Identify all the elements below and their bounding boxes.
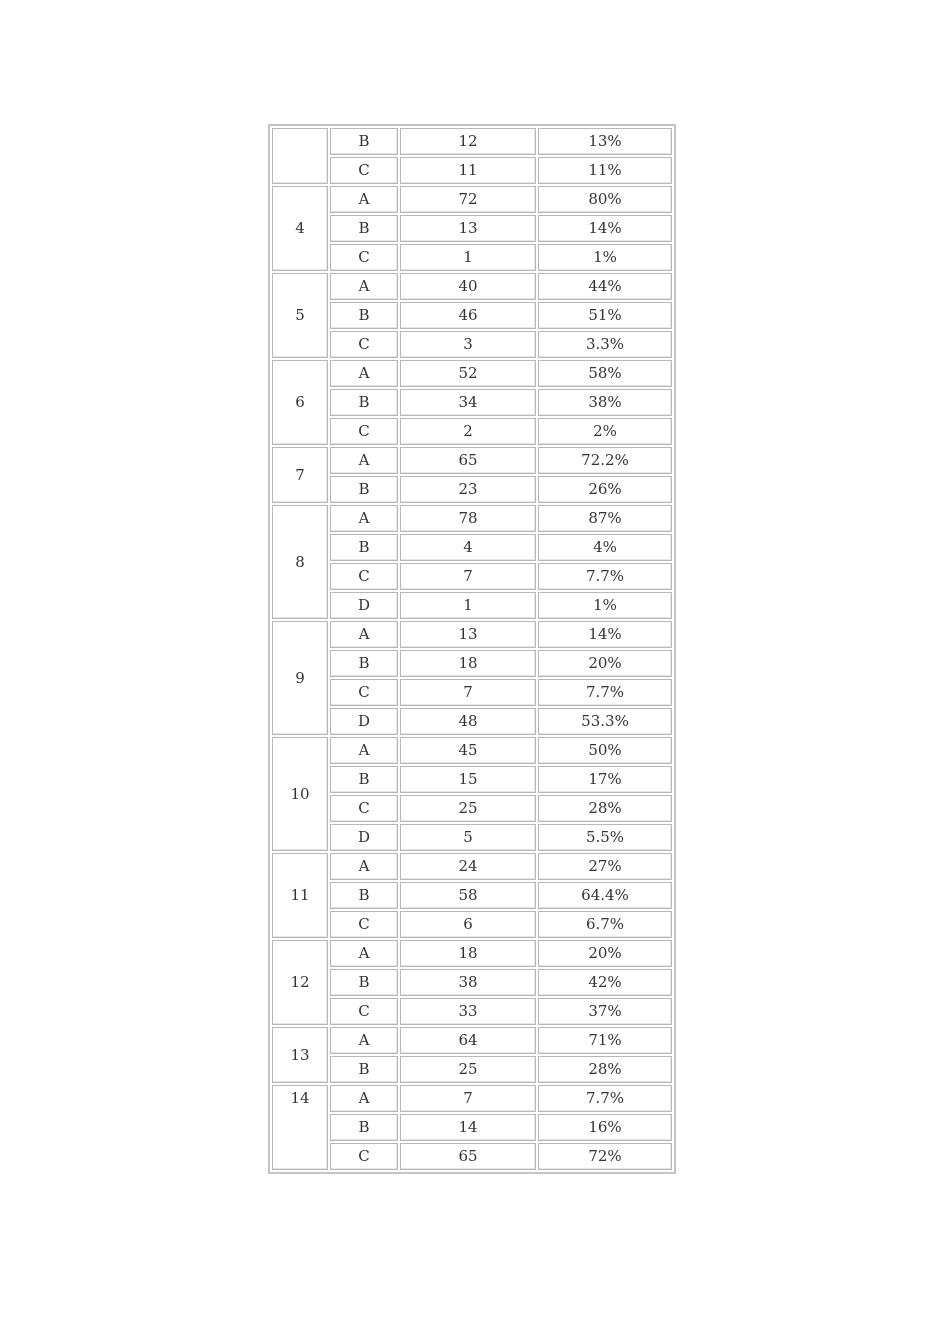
count-cell: 7	[400, 679, 536, 706]
percent-cell: 1%	[538, 244, 672, 271]
count-cell: 33	[400, 998, 536, 1025]
option-cell: D	[330, 824, 398, 851]
option-cell: C	[330, 795, 398, 822]
count-cell: 64	[400, 1027, 536, 1054]
count-cell: 78	[400, 505, 536, 532]
option-cell: A	[330, 1085, 398, 1112]
percent-cell: 7.7%	[538, 1085, 672, 1112]
count-cell: 2	[400, 418, 536, 445]
option-cell: C	[330, 563, 398, 590]
option-cell: B	[330, 302, 398, 329]
count-cell: 5	[400, 824, 536, 851]
count-cell: 13	[400, 621, 536, 648]
table-row	[272, 1027, 672, 1054]
count-cell: 1	[400, 592, 536, 619]
table-row	[272, 1085, 672, 1112]
count-cell: 25	[400, 1056, 536, 1083]
question-number-cell: 14	[272, 1085, 328, 1170]
question-number-cell: 10	[272, 737, 328, 851]
percent-cell: 87%	[538, 505, 672, 532]
option-cell: B	[330, 534, 398, 561]
count-cell: 14	[400, 1114, 536, 1141]
count-cell: 34	[400, 389, 536, 416]
percent-cell: 3.3%	[538, 331, 672, 358]
count-cell: 72	[400, 186, 536, 213]
table-row	[272, 650, 672, 677]
count-cell: 46	[400, 302, 536, 329]
table-row	[272, 476, 672, 503]
table-row	[272, 969, 672, 996]
percent-cell: 20%	[538, 650, 672, 677]
percent-cell: 27%	[538, 853, 672, 880]
option-cell: A	[330, 505, 398, 532]
question-number-cell: 13	[272, 1027, 328, 1083]
percent-cell: 6.7%	[538, 911, 672, 938]
percent-cell: 72.2%	[538, 447, 672, 474]
table-row	[272, 737, 672, 764]
question-number-cell: 11	[272, 853, 328, 938]
table-row	[272, 534, 672, 561]
option-cell: A	[330, 621, 398, 648]
table-row	[272, 795, 672, 822]
table-row	[272, 1056, 672, 1083]
percent-cell: 20%	[538, 940, 672, 967]
count-cell: 7	[400, 1085, 536, 1112]
option-cell: A	[330, 360, 398, 387]
count-cell: 7	[400, 563, 536, 590]
count-cell: 6	[400, 911, 536, 938]
option-cell: B	[330, 215, 398, 242]
option-cell: C	[330, 679, 398, 706]
count-cell: 65	[400, 447, 536, 474]
table-row	[272, 882, 672, 909]
option-cell: C	[330, 998, 398, 1025]
table-row	[272, 1143, 672, 1170]
option-cell: D	[330, 708, 398, 735]
percent-cell: 51%	[538, 302, 672, 329]
question-number-cell: 4	[272, 186, 328, 271]
table-row	[272, 853, 672, 880]
percent-cell: 26%	[538, 476, 672, 503]
count-cell: 45	[400, 737, 536, 764]
table-row	[272, 708, 672, 735]
option-cell: A	[330, 853, 398, 880]
percent-cell: 64.4%	[538, 882, 672, 909]
table-row	[272, 360, 672, 387]
percent-cell: 28%	[538, 795, 672, 822]
percent-cell: 2%	[538, 418, 672, 445]
count-cell: 12	[400, 128, 536, 155]
count-cell: 18	[400, 940, 536, 967]
percent-cell: 71%	[538, 1027, 672, 1054]
table-row	[272, 621, 672, 648]
table-row	[272, 389, 672, 416]
option-cell: B	[330, 650, 398, 677]
count-cell: 1	[400, 244, 536, 271]
count-cell: 11	[400, 157, 536, 184]
percent-cell: 11%	[538, 157, 672, 184]
count-cell: 38	[400, 969, 536, 996]
survey-results-table	[268, 124, 676, 1174]
count-cell: 4	[400, 534, 536, 561]
option-cell: C	[330, 157, 398, 184]
count-cell: 13	[400, 215, 536, 242]
count-cell: 3	[400, 331, 536, 358]
count-cell: 24	[400, 853, 536, 880]
table-row	[272, 302, 672, 329]
table-body	[272, 128, 672, 1170]
question-number-cell: 12	[272, 940, 328, 1025]
table-row	[272, 273, 672, 300]
question-number-cell: 8	[272, 505, 328, 619]
question-number-cell	[272, 128, 328, 184]
count-cell: 23	[400, 476, 536, 503]
percent-cell: 42%	[538, 969, 672, 996]
option-cell: A	[330, 737, 398, 764]
table-row	[272, 563, 672, 590]
option-cell: D	[330, 592, 398, 619]
question-number-cell: 9	[272, 621, 328, 735]
count-cell: 65	[400, 1143, 536, 1170]
option-cell: A	[330, 940, 398, 967]
count-cell: 58	[400, 882, 536, 909]
count-cell: 48	[400, 708, 536, 735]
table-row	[272, 186, 672, 213]
option-cell: B	[330, 766, 398, 793]
percent-cell: 1%	[538, 592, 672, 619]
percent-cell: 16%	[538, 1114, 672, 1141]
table-row	[272, 157, 672, 184]
percent-cell: 50%	[538, 737, 672, 764]
table-row	[272, 679, 672, 706]
table-row	[272, 998, 672, 1025]
percent-cell: 72%	[538, 1143, 672, 1170]
percent-cell: 38%	[538, 389, 672, 416]
percent-cell: 17%	[538, 766, 672, 793]
percent-cell: 7.7%	[538, 679, 672, 706]
option-cell: B	[330, 1114, 398, 1141]
percent-cell: 53.3%	[538, 708, 672, 735]
option-cell: B	[330, 476, 398, 503]
percent-cell: 14%	[538, 621, 672, 648]
table-row	[272, 244, 672, 271]
option-cell: A	[330, 1027, 398, 1054]
question-number-cell: 5	[272, 273, 328, 358]
table-row	[272, 1114, 672, 1141]
table-row	[272, 331, 672, 358]
option-cell: C	[330, 244, 398, 271]
percent-cell: 5.5%	[538, 824, 672, 851]
table-row	[272, 766, 672, 793]
option-cell: B	[330, 969, 398, 996]
table-row	[272, 592, 672, 619]
option-cell: B	[330, 389, 398, 416]
table-row	[272, 447, 672, 474]
percent-cell: 44%	[538, 273, 672, 300]
option-cell: B	[330, 128, 398, 155]
option-cell: C	[330, 418, 398, 445]
question-number-cell: 7	[272, 447, 328, 503]
table-row	[272, 418, 672, 445]
option-cell: B	[330, 882, 398, 909]
table-row	[272, 911, 672, 938]
table-row	[272, 215, 672, 242]
percent-cell: 58%	[538, 360, 672, 387]
percent-cell: 14%	[538, 215, 672, 242]
option-cell: C	[330, 331, 398, 358]
percent-cell: 80%	[538, 186, 672, 213]
option-cell: B	[330, 1056, 398, 1083]
count-cell: 18	[400, 650, 536, 677]
count-cell: 15	[400, 766, 536, 793]
percent-cell: 4%	[538, 534, 672, 561]
table-row	[272, 505, 672, 532]
count-cell: 40	[400, 273, 536, 300]
option-cell: C	[330, 911, 398, 938]
percent-cell: 37%	[538, 998, 672, 1025]
option-cell: A	[330, 447, 398, 474]
table-row	[272, 824, 672, 851]
table-row	[272, 128, 672, 155]
table-row	[272, 940, 672, 967]
percent-cell: 28%	[538, 1056, 672, 1083]
percent-cell: 7.7%	[538, 563, 672, 590]
count-cell: 52	[400, 360, 536, 387]
question-number-cell: 6	[272, 360, 328, 445]
option-cell: A	[330, 186, 398, 213]
option-cell: C	[330, 1143, 398, 1170]
option-cell: A	[330, 273, 398, 300]
percent-cell: 13%	[538, 128, 672, 155]
count-cell: 25	[400, 795, 536, 822]
